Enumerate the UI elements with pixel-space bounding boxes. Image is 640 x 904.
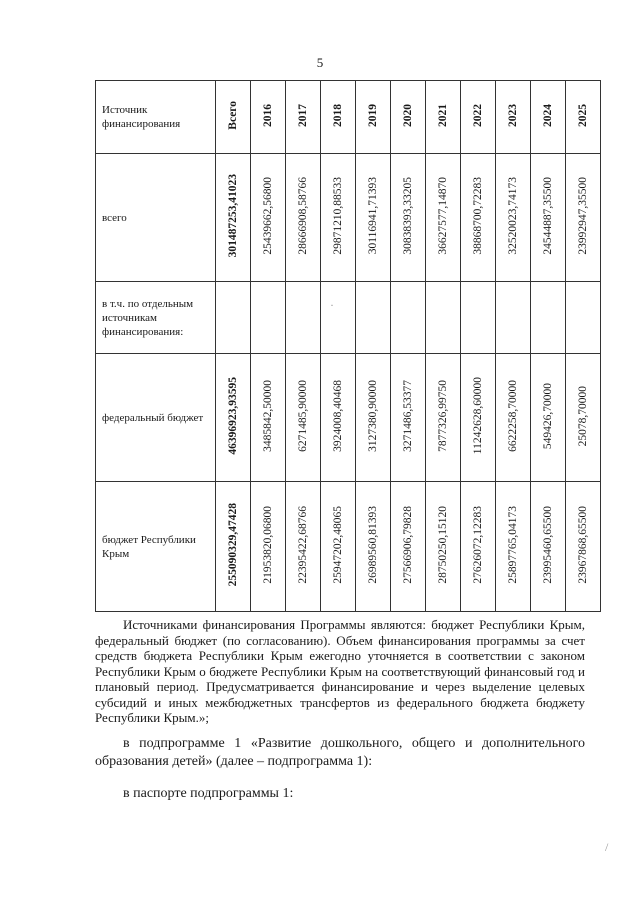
row-label-source: Источник финансирования [96,81,216,154]
table-cell: 32520023,74173 [507,177,519,255]
table-cell: 21953820,06800 [262,506,274,584]
table-cell: 3924008,40468 [332,380,344,452]
table-row-crimea [96,482,601,612]
federal-all-years: 46396923,93595 [227,377,239,455]
table-cell: 23995460,65500 [542,506,554,584]
table-cell: 22395422,68766 [297,506,309,584]
table-cell [321,282,356,354]
subprogram-paragraph: в подпрограмме 1 «Развитие дошкольного, общего и дополнительного образования детей» (далее – подпрограмма 1): [95,736,585,769]
row-label-crimea: бюджет Республики Крым [96,482,216,612]
year-header: 2016 [262,104,274,127]
year-header: 2021 [437,104,449,127]
table-cell: 26989560,81393 [367,506,379,584]
year-header: 2018 [332,104,344,127]
table-cell: 30116941,71393 [367,177,379,255]
table-cell: 3127380,90000 [367,380,379,452]
year-header: 2017 [297,104,309,127]
table-row-header [96,81,601,154]
table-cell [426,282,461,354]
financing-table [95,80,601,612]
table-cell: 25078,70000 [577,385,589,447]
table-cell: 25439662,56800 [262,177,274,255]
scan-dot: · [330,298,334,312]
table-cell: 6271485,90000 [297,380,309,452]
table-cell: 25947202,48065 [332,506,344,584]
table-cell: 25897765,04173 [507,506,519,584]
year-header: 2020 [402,104,414,127]
table-cell [391,282,426,354]
table-cell: 36627577,14870 [437,177,449,255]
table-cell [286,282,321,354]
table-cell [531,282,566,354]
table-cell [496,282,531,354]
table-cell [566,282,601,354]
table-cell: 23992947,35500 [577,177,589,255]
table-cell: 549426,70000 [542,382,554,450]
crimea-all-years: 255090329,47428 [227,503,239,587]
scan-mark: / [605,840,609,854]
table-cell: 6622258,70000 [507,380,519,452]
total-all-years: 301487253,41023 [227,174,239,258]
table-cell [461,282,496,354]
row-label-federal: федеральный бюджет [96,354,216,482]
table-row-total [96,154,601,282]
passport-paragraph: в паспорте подпрограммы 1: [123,786,294,801]
table-cell: 28750250,15120 [437,506,449,584]
year-header: 2025 [577,104,589,127]
row-label-breakdown: в т.ч. по отдельным источникам финансирования: [96,282,216,354]
table-cell: 27566906,79828 [402,506,414,584]
table-cell [356,282,391,354]
year-header: 2024 [542,104,554,127]
year-header: 2019 [367,104,379,127]
row-label-total: всего [96,154,216,282]
funding-sources-paragraph: Источниками финансирования Программы являются: бюджет Республики Крым, федеральный бюджет (по согласованию). Объем финансирования программы за счет средств бюджета Республики Крым ежегодно уточняется в соответствии с законом Республики Крым о бюджете Республики Крым на соответствующий финансовый год и плановый период. Предусматривается финансирование и через выделение целевых субсидий и иных межбюджетных трансфертов из федерального бюджета бюджету Республики Крым.»; [95,617,585,725]
table-cell: 3271486,53377 [402,380,414,452]
table-cell: 27626072,12283 [472,506,484,584]
table-cell [216,282,251,354]
page-number: 5 [316,55,324,70]
table-cell: 23967868,65500 [577,506,589,584]
table-cell: 29871210,88533 [332,177,344,255]
table-cell: 3485842,50000 [262,380,274,452]
table-row-federal [96,354,601,482]
table-cell [251,282,286,354]
year-header: 2023 [507,104,519,127]
year-header: 2022 [472,104,484,127]
table-cell: 38868700,72283 [472,177,484,255]
table-cell: 24544887,35500 [542,177,554,255]
table-row-breakdown [96,282,601,354]
table-cell: 11242628,60000 [472,377,484,455]
year-header: Всего [227,101,239,130]
table-cell: 30838393,33205 [402,177,414,255]
table-cell: 7877326,99750 [437,380,449,452]
table-cell: 28666908,58766 [297,177,309,255]
